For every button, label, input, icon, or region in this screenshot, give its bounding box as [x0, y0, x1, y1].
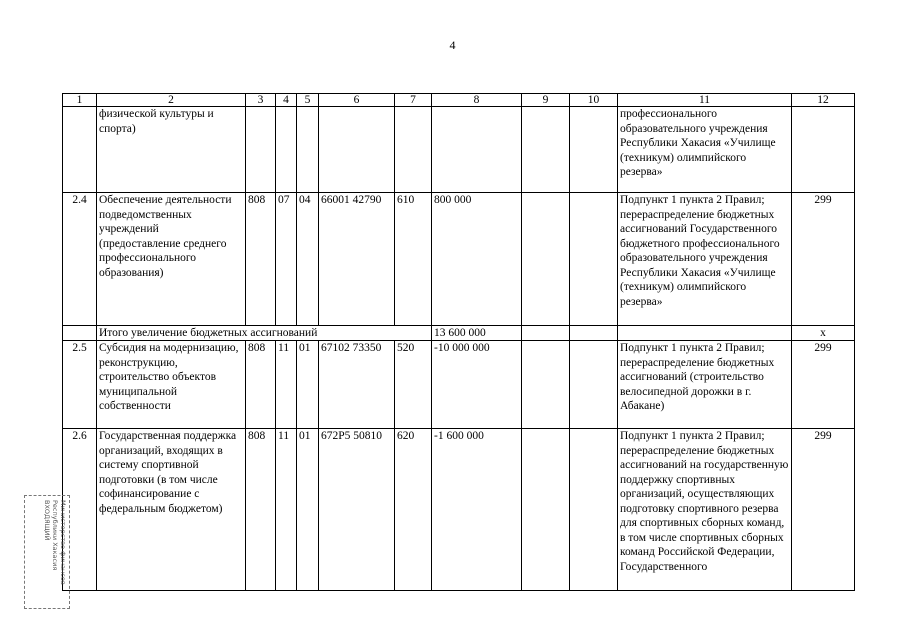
- row-number: [63, 107, 97, 193]
- header-cell: 9: [522, 94, 570, 107]
- basis: Подпункт 1 пункта 2 Правил; перераспределение бюджетных ассигнований (строительство велосипедной дорожки в г. Абакане): [618, 341, 792, 429]
- ministry-code: 808: [246, 341, 276, 429]
- code: 299: [792, 193, 855, 326]
- amount: -10 000 000: [432, 341, 522, 429]
- expense-name: Государственная поддержка организаций, входящих в систему спортивной подготовки (в том числе софинансирование с федеральным бюджетом): [97, 429, 246, 591]
- section-code: 11: [276, 429, 297, 591]
- subsection-code: [297, 107, 319, 193]
- row-number: 2.4: [63, 193, 97, 326]
- total-empty-cell: [63, 326, 97, 341]
- header-cell: 1: [63, 94, 97, 107]
- amount-col10: [570, 341, 618, 429]
- table-row: [63, 341, 855, 429]
- ministry-code: 808: [246, 193, 276, 326]
- total-mark: x: [792, 326, 855, 341]
- section-code: [276, 107, 297, 193]
- row-number: 2.6: [63, 429, 97, 591]
- total-empty-cell: [618, 326, 792, 341]
- amount-col10: [570, 107, 618, 193]
- section-code: 11: [276, 341, 297, 429]
- section-code: 07: [276, 193, 297, 326]
- expense-type: [395, 107, 432, 193]
- page-number: 4: [449, 38, 456, 52]
- row-number: 2.5: [63, 341, 97, 429]
- header-cell: 12: [792, 94, 855, 107]
- target-article: 67102 73350: [319, 341, 395, 429]
- table-row: [63, 193, 855, 326]
- total-empty-cell: [522, 326, 570, 341]
- budget-table: [62, 93, 855, 591]
- header-row: [63, 94, 855, 107]
- amount-col10: [570, 429, 618, 591]
- subsection-code: 01: [297, 429, 319, 591]
- header-cell: 3: [246, 94, 276, 107]
- header-cell: 11: [618, 94, 792, 107]
- target-article: 672P5 50810: [319, 429, 395, 591]
- stamp-text: Министерство финансов Республики Хакасия ВХОДЯЩИЙ: [43, 500, 67, 585]
- expense-name: Субсидия на модернизацию, реконструкцию, строительство объектов муниципальной собственности: [97, 341, 246, 429]
- table-row: [63, 107, 855, 193]
- basis: профессионального образовательного учреждения Республики Хакасия «Училище (техникум) олимпийского резерва»: [618, 107, 792, 193]
- subsection-code: 01: [297, 341, 319, 429]
- expense-type: 520: [395, 341, 432, 429]
- header-cell: 6: [319, 94, 395, 107]
- target-article: [319, 107, 395, 193]
- code: 299: [792, 341, 855, 429]
- ministry-code: 808: [246, 429, 276, 591]
- total-row: [63, 326, 855, 341]
- amount-col9: [522, 341, 570, 429]
- header-cell: 7: [395, 94, 432, 107]
- subsection-code: 04: [297, 193, 319, 326]
- code: 299: [792, 429, 855, 591]
- amount-col10: [570, 193, 618, 326]
- registration-stamp: [24, 495, 70, 609]
- amount-col9: [522, 193, 570, 326]
- total-amount: 13 600 000: [432, 326, 522, 341]
- expense-type: 610: [395, 193, 432, 326]
- code: [792, 107, 855, 193]
- amount: 800 000: [432, 193, 522, 326]
- header-cell: 2: [97, 94, 246, 107]
- total-label: Итого увеличение бюджетных ассигнований: [97, 326, 432, 341]
- total-empty-cell: [570, 326, 618, 341]
- header-cell: 10: [570, 94, 618, 107]
- expense-type: 620: [395, 429, 432, 591]
- table-row: [63, 429, 855, 591]
- target-article: 66001 42790: [319, 193, 395, 326]
- basis: Подпункт 1 пункта 2 Правил; перераспределение бюджетных ассигнований Государственного бюджетного профессионального образовательного учреждения Республики Хакасия «Училище (техникум) олимпийского резерва»: [618, 193, 792, 326]
- basis: Подпункт 1 пункта 2 Правил; перераспределение бюджетных ассигнований на государственную поддержку спортивных организаций, осуществляющих подготовку спортивного резерва для спортивных сборных команд, в том числе спортивных сборных команд Российской Федерации, Государственного: [618, 429, 792, 591]
- amount-col9: [522, 429, 570, 591]
- amount: [432, 107, 522, 193]
- header-cell: 8: [432, 94, 522, 107]
- ministry-code: [246, 107, 276, 193]
- expense-name: Обеспечение деятельности подведомственных учреждений (предоставление среднего профессионального образования): [97, 193, 246, 326]
- header-cell: 4: [276, 94, 297, 107]
- expense-name: физической культуры и спорта): [97, 107, 246, 193]
- amount: -1 600 000: [432, 429, 522, 591]
- header-cell: 5: [297, 94, 319, 107]
- amount-col9: [522, 107, 570, 193]
